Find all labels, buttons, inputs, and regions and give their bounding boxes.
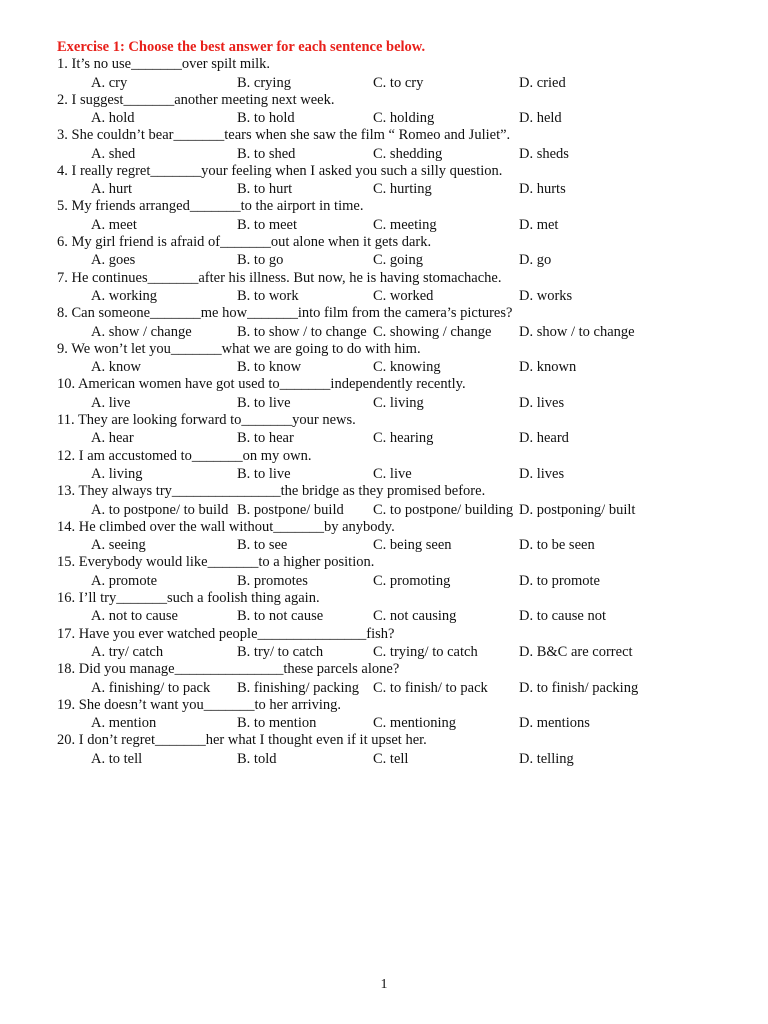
answer-options <box>57 216 747 234</box>
question-stem: 16. I’ll try_______such a foolish thing again. <box>57 589 320 606</box>
option-c: C. hurting <box>373 181 432 198</box>
option-d: D. hurts <box>519 181 566 198</box>
option-a: A. try/ catch <box>91 644 164 660</box>
question-item <box>57 697 747 733</box>
option-d: D. go <box>519 252 552 269</box>
question-item <box>57 234 747 270</box>
answer-options <box>57 679 747 697</box>
question-item <box>57 127 747 163</box>
option-c: C. hearing <box>373 430 434 447</box>
option-c: C. shedding <box>373 145 443 162</box>
question-stem: 15. Everybody would like_______to a higher position. <box>57 554 375 571</box>
option-b: B. try/ to catch <box>237 644 324 660</box>
option-c: C. not causing <box>373 608 457 625</box>
option-b: B. to live <box>237 394 291 411</box>
option-d: D. heard <box>519 430 569 447</box>
answer-options <box>57 465 747 483</box>
option-a: A. to tell <box>91 750 143 767</box>
option-d: D. to finish/ packing <box>519 679 639 696</box>
option-d: D. to be seen <box>519 537 595 554</box>
question-item <box>57 590 747 626</box>
question-stem: 19. She doesn’t want you_______to her arriving. <box>57 696 342 713</box>
question-stem: 4. I really regret_______your feeling when I asked you such a silly question. <box>57 162 503 179</box>
page-number: 1 <box>380 977 388 992</box>
option-d: D. B&C are correct <box>519 644 633 660</box>
question-stem: 12. I am accustomed to_______on my own. <box>57 447 312 464</box>
question-item <box>57 519 747 555</box>
option-b: B. to hold <box>237 110 295 127</box>
question-item <box>57 412 747 448</box>
exercise-title: Exercise 1: Choose the best answer for each sentence below. <box>57 39 426 55</box>
option-d: D. mentions <box>519 715 590 732</box>
option-b: B. to shed <box>237 145 296 162</box>
option-a: A. working <box>91 288 158 305</box>
option-a: A. promote <box>91 572 158 589</box>
question-item <box>57 483 747 519</box>
answer-options <box>57 643 747 661</box>
option-c: C. tell <box>373 750 409 767</box>
option-d: D. cried <box>519 74 566 91</box>
answer-options <box>57 429 747 447</box>
option-b: B. to not cause <box>237 608 324 625</box>
question-stem: 5. My friends arranged_______to the airport in time. <box>57 198 364 215</box>
option-b: B. to hurt <box>237 181 293 198</box>
option-c: C. to postpone/ building <box>373 501 514 518</box>
option-b: B. to meet <box>237 216 298 233</box>
answer-options <box>57 714 747 732</box>
option-b: B. told <box>237 750 277 767</box>
option-a: A. show / change <box>91 323 192 340</box>
question-item <box>57 163 747 199</box>
option-b: B. to work <box>237 288 299 305</box>
answer-options <box>57 501 747 519</box>
option-b: B. to live <box>237 466 291 483</box>
option-a: A. not to cause <box>91 608 178 625</box>
option-d: D. lives <box>519 466 565 483</box>
question-item <box>57 376 747 412</box>
option-a: A. goes <box>91 252 136 269</box>
option-c: C. showing / change <box>373 323 492 340</box>
question-stem: 8. Can someone_______me how_______into film from the camera’s pictures? <box>57 305 513 322</box>
option-d: D. postponing/ built <box>519 501 636 518</box>
option-a: A. cry <box>91 74 128 91</box>
option-b: B. to go <box>237 252 284 269</box>
question-stem: 17. Have you ever watched people_______________fish? <box>57 625 395 642</box>
question-item <box>57 341 747 377</box>
answer-options <box>57 358 747 376</box>
option-c: C. worked <box>373 288 434 305</box>
option-a: A. mention <box>91 715 157 732</box>
answer-options <box>57 607 747 625</box>
option-a: A. live <box>91 394 131 411</box>
option-a: A. meet <box>91 216 137 233</box>
answer-options <box>57 323 747 341</box>
option-d: D. to cause not <box>519 608 606 625</box>
question-list <box>57 56 747 768</box>
answer-options <box>57 394 747 412</box>
option-b: B. to hear <box>237 430 294 447</box>
question-item <box>57 554 747 590</box>
answer-options <box>57 750 747 768</box>
option-a: A. know <box>91 359 141 376</box>
option-d: D. sheds <box>519 145 569 162</box>
exercise-content <box>57 38 747 768</box>
option-b: B. postpone/ build <box>237 501 344 518</box>
option-c: C. living <box>373 394 424 411</box>
option-c: C. knowing <box>373 359 441 376</box>
option-a: A. seeing <box>91 537 146 554</box>
option-c: C. live <box>373 466 412 483</box>
question-stem: 18. Did you manage_______________these parcels alone? <box>57 661 400 678</box>
question-item <box>57 305 747 341</box>
option-a: A. hear <box>91 430 134 447</box>
answer-options <box>57 251 747 269</box>
option-c: C. to finish/ to pack <box>373 679 488 696</box>
option-d: D. to promote <box>519 572 600 589</box>
option-c: C. being seen <box>373 537 452 554</box>
option-a: A. to postpone/ to build <box>91 501 229 518</box>
option-a: A. hold <box>91 110 135 127</box>
option-b: B. to mention <box>237 715 317 732</box>
question-stem: 11. They are looking forward to_______your news. <box>57 411 356 428</box>
option-d: D. telling <box>519 750 574 767</box>
question-stem: 13. They always try_______________the bridge as they promised before. <box>57 483 486 500</box>
answer-options <box>57 287 747 305</box>
option-b: B. to see <box>237 537 288 554</box>
option-d: D. met <box>519 216 559 233</box>
option-a: A. hurt <box>91 181 133 198</box>
question-stem: 14. He climbed over the wall without_______by anybody. <box>57 518 395 535</box>
option-c: C. mentioning <box>373 715 456 732</box>
option-a: A. living <box>91 466 143 483</box>
answer-options <box>57 109 747 127</box>
option-b: B. to show / to change <box>237 323 367 340</box>
option-d: D. known <box>519 359 577 376</box>
option-b: B. promotes <box>237 572 308 589</box>
answer-options <box>57 145 747 163</box>
question-stem: 3. She couldn’t bear_______tears when she saw the film “ Romeo and Juliet”. <box>57 127 511 144</box>
answer-options <box>57 572 747 590</box>
question-stem: 1. It’s no use_______over spilt milk. <box>57 56 271 72</box>
option-d: D. lives <box>519 394 565 411</box>
question-item <box>57 56 747 92</box>
question-item <box>57 661 747 697</box>
question-stem: 9. We won’t let you_______what we are going to do with him. <box>57 340 421 357</box>
option-a: A. finishing/ to pack <box>91 679 211 696</box>
option-c: C. trying/ to catch <box>373 644 478 660</box>
question-item <box>57 270 747 306</box>
question-item <box>57 92 747 128</box>
option-a: A. shed <box>91 145 136 162</box>
answer-options <box>57 74 747 92</box>
question-stem: 7. He continues_______after his illness. But now, he is having stomachache. <box>57 269 502 286</box>
question-stem: 6. My girl friend is afraid of_______out alone when it gets dark. <box>57 233 432 250</box>
question-stem: 10. American women have got used to_______independently recently. <box>57 376 466 393</box>
question-item <box>57 626 747 662</box>
option-b: B. finishing/ packing <box>237 679 360 696</box>
option-c: C. holding <box>373 110 435 127</box>
question-item <box>57 448 747 484</box>
option-b: B. crying <box>237 74 291 91</box>
option-d: D. works <box>519 288 573 305</box>
answer-options <box>57 180 747 198</box>
option-d: D. show / to change <box>519 323 635 340</box>
option-c: C. to cry <box>373 74 424 91</box>
option-b: B. to know <box>237 359 302 376</box>
answer-options <box>57 536 747 554</box>
option-c: C. meeting <box>373 216 437 233</box>
question-stem: 20. I don’t regret_______her what I thought even if it upset her. <box>57 732 427 749</box>
option-d: D. held <box>519 110 562 127</box>
question-item <box>57 732 747 768</box>
question-stem: 2. I suggest_______another meeting next week. <box>57 91 335 108</box>
question-item <box>57 198 747 234</box>
option-c: C. going <box>373 252 423 269</box>
option-c: C. promoting <box>373 572 451 589</box>
